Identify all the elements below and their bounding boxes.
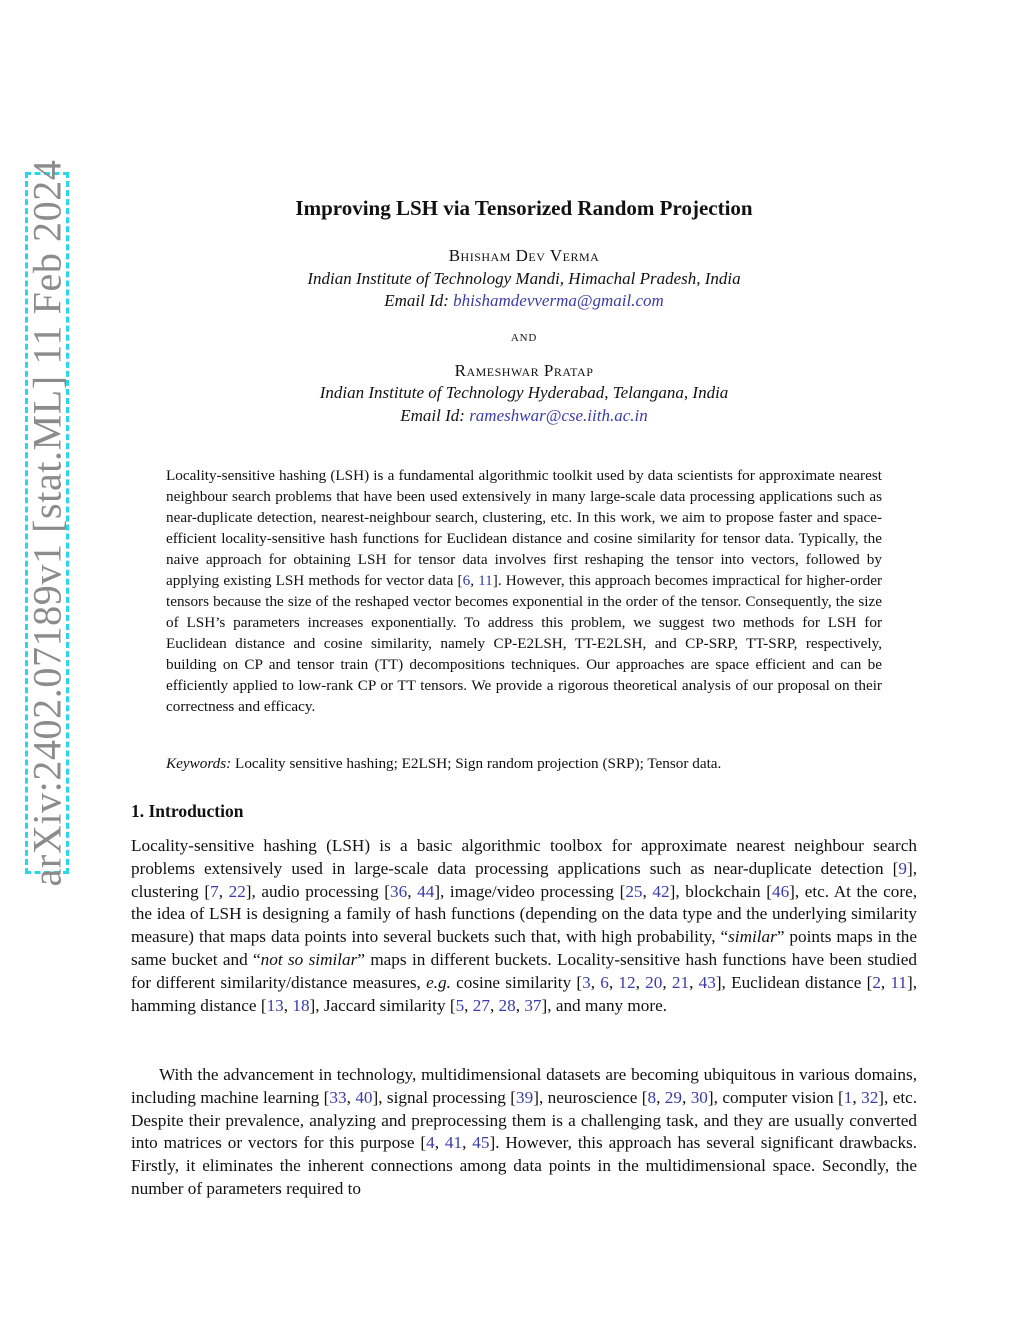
para-text: , [662, 972, 672, 992]
para-text: ], Euclidean distance [ [715, 972, 873, 992]
author-name-2: Rameshwar Pratap [454, 361, 594, 380]
para-text: ]. However, this approach has several significant drawbacks. Firstly, it eliminates the inherent connections among data points in the multidimensional space. Secondly, the number of parameters required to [131, 1133, 918, 1198]
para-text: , [464, 995, 473, 1015]
para-text: , [434, 1133, 445, 1153]
author-email-line-1 [0, 290, 1024, 312]
emphasis-text: similar [728, 927, 777, 947]
citation-link[interactable]: 28 [498, 995, 516, 1015]
citation-link[interactable]: 21 [671, 972, 690, 992]
intro-paragraph-2 [131, 1064, 917, 1201]
citation-link[interactable]: 32 [861, 1087, 879, 1107]
para-text: cosine similarity [ [450, 972, 583, 992]
citation-link[interactable]: 22 [228, 881, 246, 901]
citation-link[interactable]: 41 [444, 1133, 463, 1153]
para-text: , [880, 972, 891, 992]
citation-link[interactable]: 36 [390, 881, 408, 901]
citation-link[interactable]: 11 [478, 572, 493, 589]
para-text: , [656, 1087, 665, 1107]
para-text: , [635, 972, 646, 992]
para-text: ], audio processing [ [245, 881, 391, 901]
citation-link[interactable]: 42 [652, 881, 670, 901]
para-text: ], image/video processing [ [434, 881, 626, 901]
email-label: Email Id: [400, 406, 465, 425]
author-email-link-2[interactable]: rameshwar@cse.iith.ac.in [469, 406, 648, 425]
citation-link[interactable]: 13 [266, 995, 284, 1015]
citation-link[interactable]: 6 [600, 972, 609, 992]
intro-paragraph-1 [131, 835, 917, 1017]
para-text: , [283, 995, 293, 1015]
email-label: Email Id: [384, 291, 449, 310]
and-separator: and [510, 329, 538, 345]
para-text: ], clustering [ [131, 858, 917, 901]
abstract-text: Locality-sensitive hashing (LSH) is a fundamental algorithmic toolkit used by data scientists for approximate nearest neighbour search problems that have been used extensively in many large-scale data processing applications such as near-duplicate detection, nearest-neighbour search, clustering, etc. In this work, we aim to propose faster and space-efficient locality-sensitive hash functions for Euclidean distance and cosine similarity for tensor data. Typically, the naive approach for obtaining LSH for tensor data involves first reshaping the tensor into vectors, followed by applying existing LSH methods for vector data [ [166, 467, 882, 589]
citation-link[interactable]: 11 [890, 972, 908, 992]
para-text: , [608, 972, 619, 992]
citation-link[interactable]: 29 [664, 1087, 682, 1107]
citation-link[interactable]: 43 [698, 972, 716, 992]
citation-link[interactable]: 27 [472, 995, 490, 1015]
citation-link[interactable]: 25 [625, 881, 643, 901]
para-text: , [689, 972, 699, 992]
paper-title: Improving LSH via Tensorized Random Projection [295, 196, 753, 220]
abstract-text: ]. However, this approach becomes impractical for higher-order tensors because the size of the reshaped vector becomes exponential in the order of the tensor. Consequently, the size of LSH’s parameters increases exponentially. To address this problem, we suggest two methods for LSH for Euclidean distance and cosine similarity, namely CP-E2LSH, TT-E2LSH, and CP-SRP, TT-SRP, respectively, building on CP and tensor train (TT) decompositions techniques. Our approaches are space efficient and can be efficiently applied to low-rank CP or TT tensors. We provide a rigorous theoretical analysis of our proposal on their correctness and efficacy. [166, 572, 883, 715]
citation-link[interactable]: 6 [462, 572, 471, 589]
author-affiliation-1: Indian Institute of Technology Mandi, Himachal Pradesh, India [307, 269, 741, 288]
abstract-text: , [470, 572, 479, 589]
para-text: ” maps in different buckets. Locality-sensitive hash functions have been studied for different similarity/distance measures, [131, 949, 917, 992]
para-text: ], computer vision [ [707, 1087, 844, 1107]
citation-link[interactable]: 2 [872, 972, 881, 992]
citation-link[interactable]: 3 [582, 972, 591, 992]
para-text: ” points maps in the same bucket and “ [131, 927, 917, 969]
para-text: , [407, 881, 418, 901]
para-text: , [681, 1087, 691, 1107]
citation-link[interactable]: 44 [417, 881, 435, 901]
citation-link[interactable]: 7 [210, 881, 219, 901]
author-email-line-2 [0, 405, 1024, 427]
para-text: ], and many more. [541, 995, 668, 1015]
para-text: ], hamming distance [ [131, 972, 918, 1015]
citation-link[interactable]: 45 [472, 1133, 490, 1153]
section-heading-introduction: 1. Introduction [131, 801, 244, 821]
arxiv-identifier: arXiv:2402.07189v1 [stat.ML] 11 Feb 2024 [24, 159, 70, 887]
citation-link[interactable]: 40 [355, 1087, 373, 1107]
para-text: , [346, 1087, 356, 1107]
citation-link[interactable]: 5 [455, 995, 465, 1015]
emphasis-text: not so similar [260, 949, 358, 969]
emphasis-text: e.g. [426, 972, 451, 992]
para-text: ], etc. At the core, the idea of LSH is designing a family of hash functions (depending on the data type and the underlying similarity measure) that maps data points into several buckets such that, with high probability, “ [131, 881, 918, 947]
citation-link[interactable]: 12 [618, 972, 636, 992]
para-text: , [218, 881, 229, 901]
abstract [166, 465, 882, 717]
citation-link[interactable]: 1 [843, 1087, 853, 1107]
keywords-text: Locality sensitive hashing; E2LSH; Sign random projection (SRP); Tensor data. [231, 755, 722, 772]
author-name-1: Bhisham Dev Verma [448, 246, 600, 265]
citation-link[interactable]: 9 [898, 858, 907, 878]
para-text: ], neuroscience [ [533, 1087, 648, 1107]
author-email-link-1[interactable]: bhishamdevverma@gmail.com [453, 291, 664, 310]
para-text: , [590, 972, 601, 992]
author-affiliation-2: Indian Institute of Technology Hyderabad, Telangana, India [319, 383, 729, 402]
keywords-label: Keywords: [166, 755, 232, 772]
citation-link[interactable]: 33 [329, 1087, 347, 1107]
para-text: ], blockchain [ [669, 881, 772, 901]
para-text: , [642, 881, 653, 901]
para-text: , [489, 995, 499, 1015]
citation-link[interactable]: 39 [516, 1087, 534, 1107]
citation-link[interactable]: 20 [645, 972, 663, 992]
para-text: With the advancement in technology, multidimensional datasets are becoming ubiquitous in various domains, including machine learning [ [131, 1065, 917, 1107]
citation-link[interactable]: 4 [426, 1133, 435, 1153]
citation-link[interactable]: 30 [690, 1087, 708, 1107]
citation-link[interactable]: 46 [771, 881, 790, 901]
para-text: Locality-sensitive hashing (LSH) is a basic algorithmic toolbox for approximate nearest neighbour search problems extensively used in large-scale data processing applications such as near-duplicate detection [ [131, 836, 917, 878]
keywords [166, 753, 882, 774]
para-text: ], signal processing [ [372, 1087, 517, 1107]
para-text: ], Jaccard similarity [ [309, 995, 456, 1015]
para-text: , [852, 1087, 862, 1107]
citation-link[interactable]: 8 [647, 1087, 657, 1107]
para-text: , [462, 1133, 473, 1153]
citation-link[interactable]: 18 [292, 995, 310, 1015]
citation-link[interactable]: 37 [524, 995, 542, 1015]
para-text: ], etc. Despite their prevalence, analyzing and preprocessing them is a challenging task, and they are usually converted into matrices or vectors for this purpose [ [131, 1087, 918, 1153]
para-text: , [515, 995, 525, 1015]
